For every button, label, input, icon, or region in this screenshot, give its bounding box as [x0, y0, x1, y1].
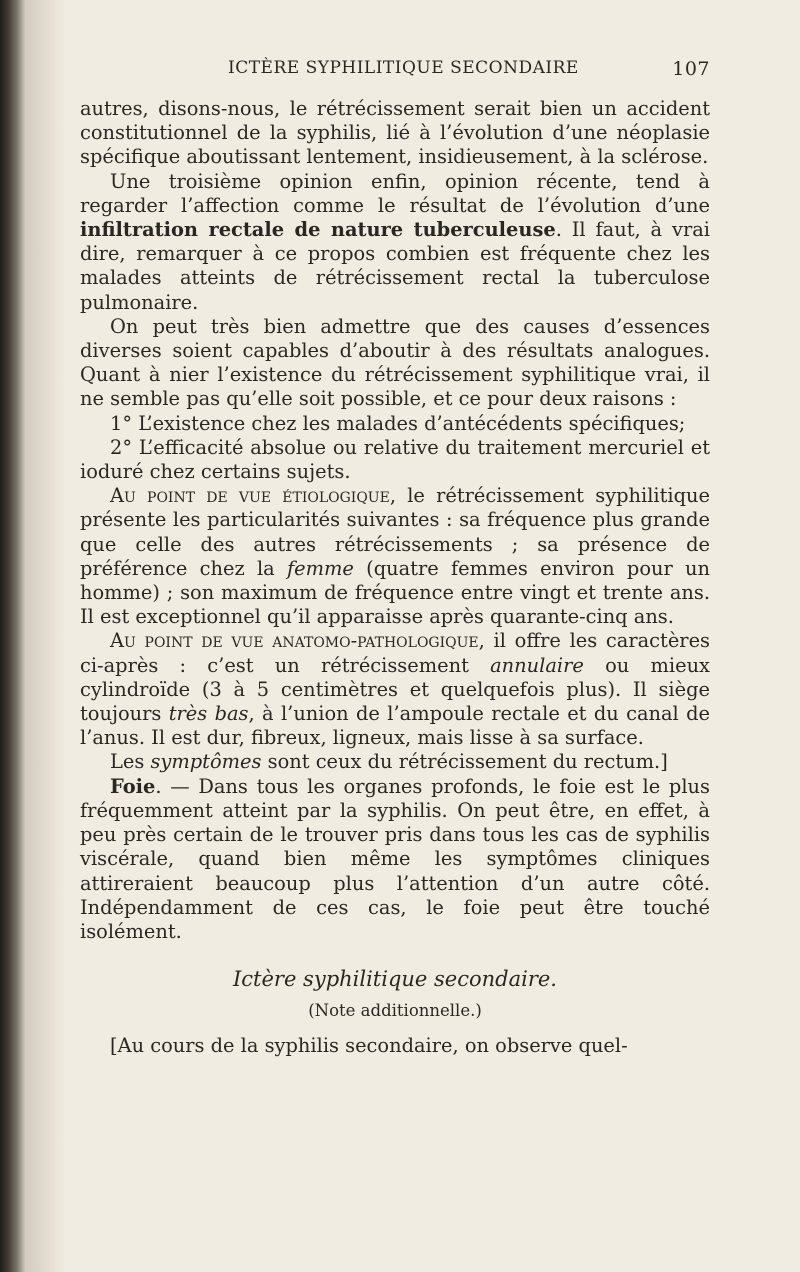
paragraph-text: , le rétrécissement syphilitique présente les particularités suivantes : sa fréquence plus grande que celle des autres rétrécissements ; sa présence de préférence chez la	[80, 484, 710, 580]
italic-term: annulaire	[490, 653, 584, 677]
section-note: (Note additionnelle.)	[308, 1001, 482, 1021]
paragraph	[80, 315, 710, 412]
bold-term: infiltration rectale de nature tuberculeuse	[80, 218, 556, 242]
paragraph-text: sont ceux du rétrécissement du rectum.]	[261, 750, 668, 774]
section-title: Ictère syphilitique secondaire.	[232, 967, 557, 992]
paragraph-text: Une troisième opinion enfin, opinion récente, tend à regarder l’affection comme le résultat de l’évolution d’une	[80, 169, 710, 217]
page-body	[80, 97, 710, 1058]
list-item	[80, 436, 710, 484]
bold-term: Foie	[110, 774, 156, 798]
paragraph-text: On peut très bien admettre que des causes d’essences diverses soient capables d’aboutir à des résultats analogues. Quant à nier l’existence du rétrécissement syphilitique vrai, il ne semble pas qu’elle soit possible, et ce pour deux raisons :	[80, 314, 710, 411]
paragraph-text: , à l’union de l’ampoule rectale et du canal de l’anus. Il est dur, fibreux, ligneux, mais lisse à sa surface.	[80, 702, 711, 750]
italic-term: très bas	[168, 702, 249, 726]
smallcaps-lead: Au point de vue anatomo-pathologique	[110, 629, 479, 653]
book-spine-shadow	[0, 0, 26, 1272]
paragraph-text: [Au cours de la syphilis secondaire, on observe quel-	[110, 1034, 628, 1058]
paragraph	[80, 775, 710, 944]
paragraph	[80, 750, 710, 774]
page-number: 107	[672, 58, 710, 80]
gutter-shade	[26, 0, 66, 1272]
running-title: ICTÈRE SYPHILITIQUE SECONDAIRE	[228, 58, 579, 78]
paragraph	[80, 629, 710, 750]
paragraph	[80, 1034, 710, 1058]
paragraph-text: ou mieux cylindroïde (3 à 5 centimètres et quelquefois plus). Il siège toujours	[80, 653, 710, 726]
smallcaps-lead: Au point de vue étiologique	[110, 484, 390, 508]
paragraph	[80, 170, 710, 315]
paragraph-text: . — Dans tous les organes profonds, le foie est le plus fréquemment atteint par la syphilis. On peut être, en effet, à peu près certain de le trouver pris dans tous les cas de syphilis viscérale, quand bien même les symptômes cliniques attireraient beaucoup plus l’attention d’un autre côté. Indépendamment de ces cas, le foie peut être touché isolément.	[80, 774, 710, 943]
italic-term: femme	[286, 556, 354, 580]
paragraph-text: . Il faut, à vrai dire, remarquer à ce propos combien est fréquente chez les malades atteints de rétrécissement rectal la tuberculose pulmonaire.	[80, 218, 710, 314]
paragraph-text: Les	[110, 750, 151, 774]
paragraph-text: , il offre les caractères ci-après : c’est un rétrécissement	[80, 629, 711, 677]
paragraph-text: 2° L’efficacité absolue ou relative du traitement mercuriel et ioduré chez certains sujets.	[80, 435, 710, 484]
paragraph-text: 1° L’existence chez les malades d’antécédents spécifiques;	[110, 411, 686, 435]
paragraph-text: (quatre femmes environ pour un homme) ; son maximum de fréquence entre vingt et trente ans. Il est exceptionnel qu’il apparaisse après quarante-cinq ans.	[80, 556, 711, 629]
list-item	[80, 412, 710, 436]
page-header	[80, 58, 710, 88]
paragraph	[80, 484, 710, 629]
italic-term: symptômes	[150, 750, 262, 774]
paragraph-text: autres, disons-nous, le rétrécissement serait bien un accident constitutionnel de la syphilis, lié à l’évolution d’une néoplasie spécifique aboutissant lentement, insidieusement, à la sclérose.	[80, 97, 710, 169]
paragraph	[80, 97, 710, 170]
